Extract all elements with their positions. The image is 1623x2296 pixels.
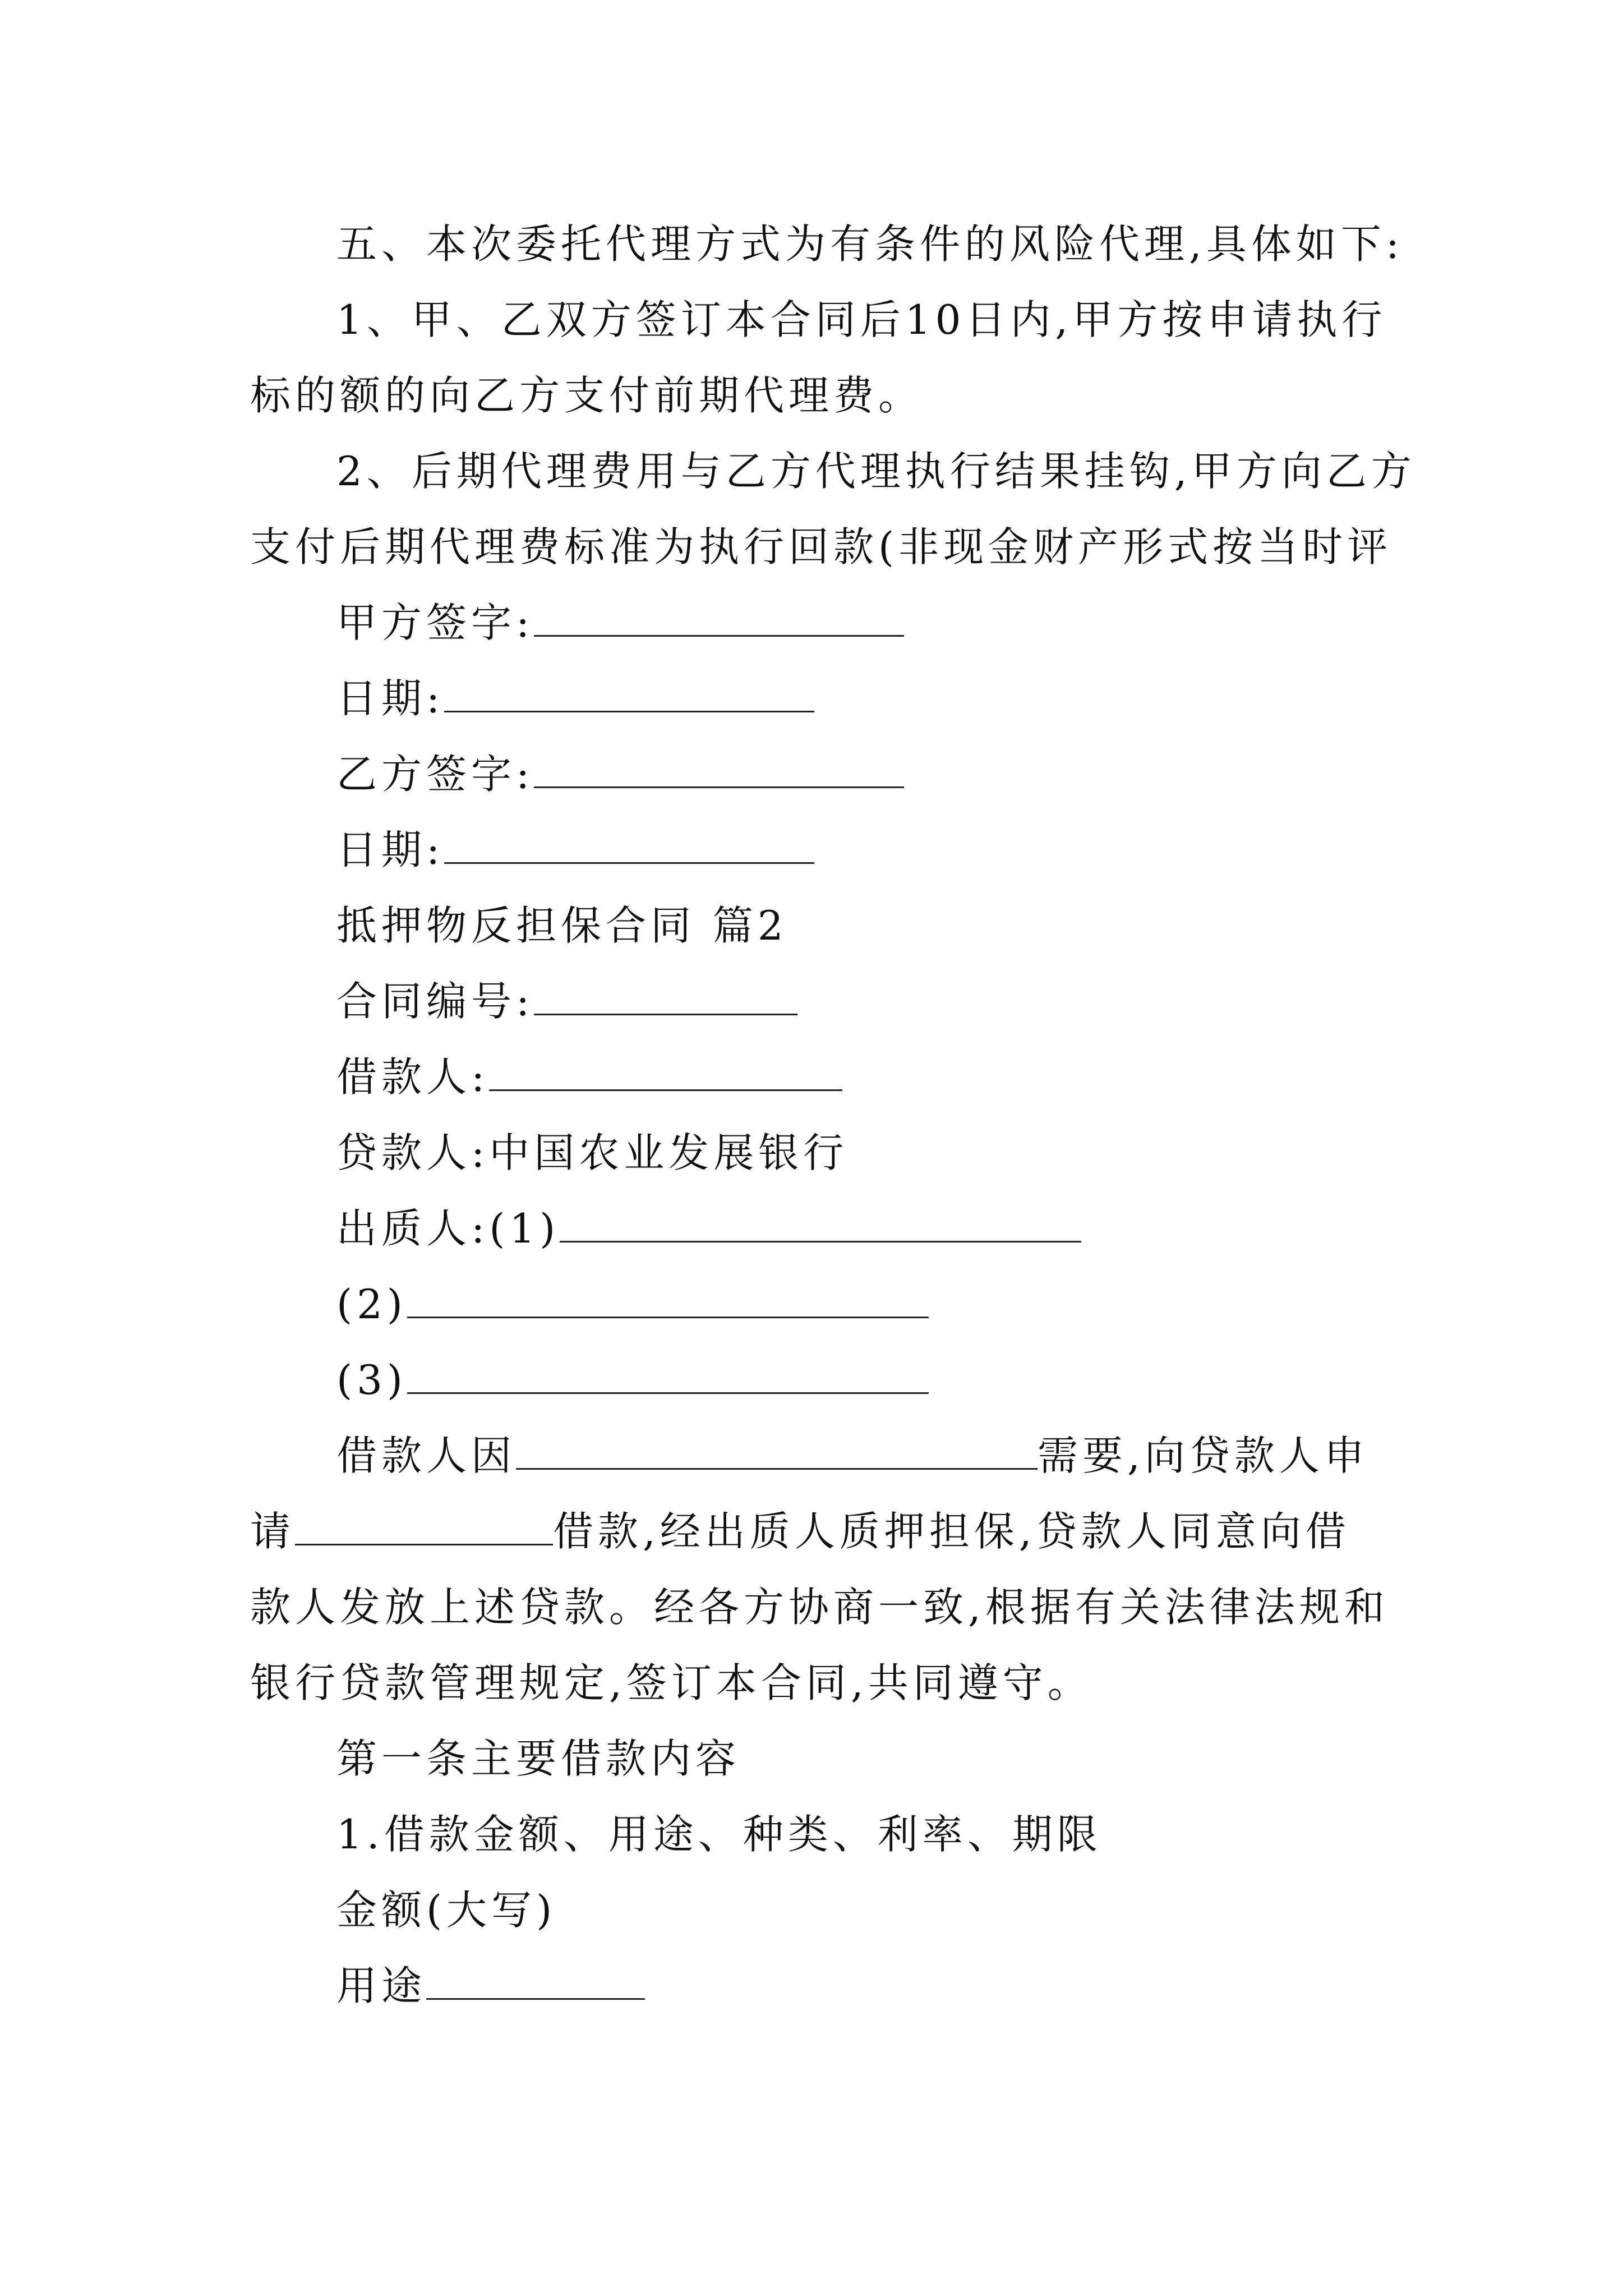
contract-number <box>336 973 797 1029</box>
party-b-date-label: 日期: <box>336 826 445 873</box>
loan-para-text3: 请 <box>250 1508 296 1555</box>
loan-para-line4 <box>250 1655 1092 1711</box>
loan-para-line3 <box>250 1579 1389 1635</box>
loan-type-field[interactable] <box>295 1504 553 1545</box>
item2-text-line1: 2、后期代理费用与乙方代理执行结果挂钩,甲方向乙方 <box>336 448 1416 495</box>
amount-line <box>336 1882 556 1938</box>
pledgor-1-label: 出质人:(1) <box>336 1205 560 1252</box>
loan-para-line2 <box>250 1503 1350 1559</box>
item2-text-line2: 支付后期代理费标准为执行回款(非现金财产形式按当时评 <box>250 523 1393 570</box>
clause-five-item2-line1 <box>336 443 1416 499</box>
lender-text: 贷款人:中国农业发展银行 <box>336 1129 849 1176</box>
borrower <box>336 1049 842 1105</box>
section-title <box>336 898 788 954</box>
pledgor-3-label: (3) <box>336 1356 407 1404</box>
clause-five-text: 五、本次委托代理方式为有条件的风险代理,具体如下: <box>336 220 1404 268</box>
pledgor-3-field[interactable] <box>407 1353 929 1394</box>
party-a-signature <box>336 595 904 651</box>
party-a-signature-label: 甲方签字: <box>336 599 534 646</box>
pledgor-2 <box>336 1276 929 1332</box>
party-a-date-field[interactable] <box>444 671 814 712</box>
usage-field[interactable] <box>426 1959 645 2000</box>
pledgor-1 <box>336 1200 1081 1257</box>
party-b-signature <box>336 746 904 802</box>
clause-five <box>336 216 1404 272</box>
amount-label: 金额(大写) <box>336 1887 557 1934</box>
clause-five-item2-line2 <box>250 519 1392 575</box>
pledgor-2-field[interactable] <box>407 1277 929 1318</box>
clause-five-item1-line1 <box>336 292 1386 348</box>
item1-text-line2: 标的额的向乙方支付前期代理费。 <box>250 372 924 419</box>
pledgor-1-field[interactable] <box>560 1202 1081 1243</box>
loan-para-line1 <box>336 1428 1369 1484</box>
pledgor-2-label: (2) <box>336 1281 407 1328</box>
usage-label: 用途 <box>336 1962 427 2009</box>
party-a-date-label: 日期: <box>336 675 445 722</box>
loan-para-text1: 借款人因 <box>336 1432 517 1479</box>
pledgor-3 <box>336 1352 929 1408</box>
section-title-text: 抵押物反担保合同 篇2 <box>336 902 788 949</box>
article-one-heading <box>336 1731 740 1787</box>
item-one-text: 1.借款金额、用途、种类、利率、期限 <box>336 1811 1102 1858</box>
item1-text-line1: 1、甲、乙双方签订本合同后10日内,甲方按申请执行 <box>336 296 1387 343</box>
loan-para-text5: 款人发放上述贷款。经各方协商一致,根据有关法律法规和 <box>250 1584 1389 1631</box>
party-b-signature-field[interactable] <box>534 747 904 788</box>
lender <box>336 1125 848 1181</box>
loan-purpose-field[interactable] <box>516 1429 1038 1470</box>
party-b-date-field[interactable] <box>444 823 814 864</box>
usage-line <box>336 1958 645 2014</box>
article-one-text: 第一条主要借款内容 <box>336 1735 741 1782</box>
party-b-date <box>336 822 814 878</box>
clause-five-item1-line2 <box>250 367 923 424</box>
contract-number-label: 合同编号: <box>336 978 534 1025</box>
borrower-label: 借款人: <box>336 1053 490 1101</box>
party-a-date <box>336 670 814 726</box>
party-b-signature-label: 乙方签字: <box>336 751 534 798</box>
loan-para-text2: 需要,向贷款人申 <box>1038 1432 1369 1479</box>
loan-para-text6: 银行贷款管理规定,签订本合同,共同遵守。 <box>250 1659 1092 1706</box>
borrower-field[interactable] <box>489 1050 842 1091</box>
item-one-heading <box>336 1806 1102 1862</box>
loan-para-text4: 借款,经出质人质押担保,贷款人同意向借 <box>553 1508 1350 1555</box>
party-a-signature-field[interactable] <box>534 596 904 637</box>
contract-number-field[interactable] <box>534 974 797 1015</box>
